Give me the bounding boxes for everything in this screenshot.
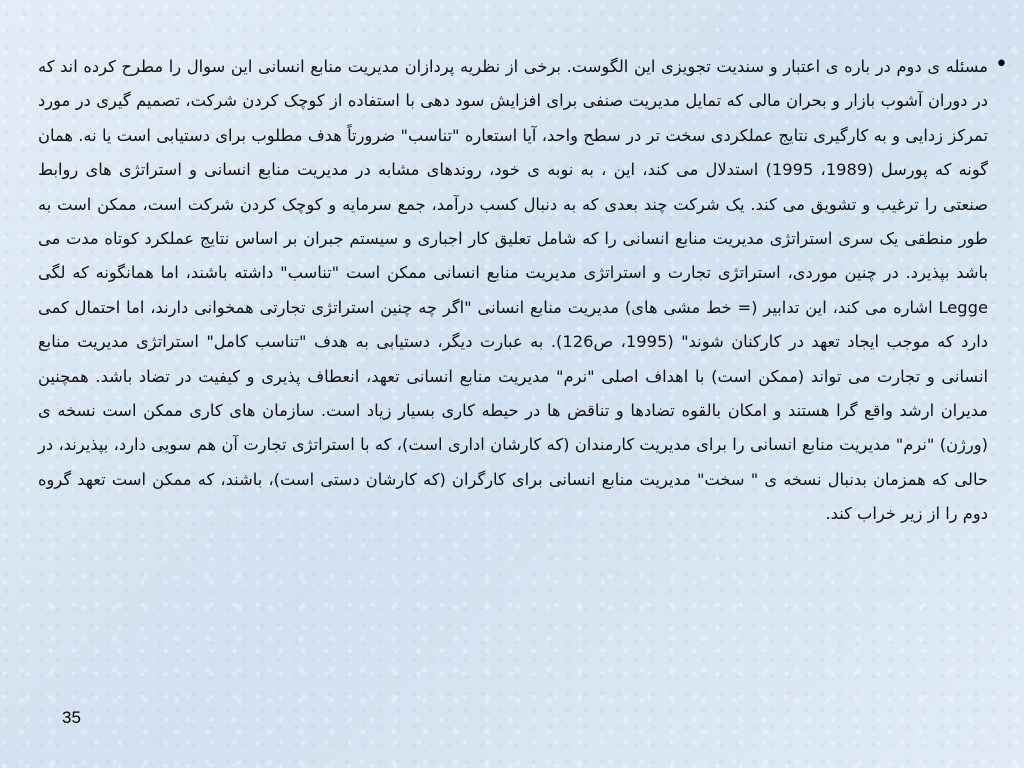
body-paragraph: مسئله ی دوم در باره ی اعتبار و سندیت تجویزی این الگوست. برخی از نظریه پردازان مدیریت منابع انسانی این سوال را مطرح کرده اند که در دوران آشوب بازار و بحران مالی که تمایل مدیریت صنفی برای افزایش سود دهی با استفاده از کوچک کردن شرکت، تصمیم گیری در مورد تمرکز زدایی و به کارگیری نتایج عملکردی سخت تر در سطح واحد، آیا استعاره "تناسب" ضرورتاً هدف مطلوب برای دستیابی است یا نه. همان گونه که پورسل (1989، 1995) استدلال می کند، این ، به نوبه ی خود، روندهای مشابه در مدیریت منابع انسانی و استراتژی های روابط صنعتی را ترغیب و تشویق می کند. یک شرکت چند بعدی که به دنبال کسب درآمد، جمع سرمایه و کوچک کردن شرکت است، ممکن است به طور منطقی یک سری استراتژی مدیریت منابع انسانی را که شامل تعلیق کار اجباری و سیستم جبران بر اساس نتایج عملکرد کوتاه مدت می باشد بپذیرد. در چنین موردی، استراتژی تجارت و استراتژی مدیریت منابع انسانی ممکن است "تناسب" داشته باشند، اما همانگونه که لگی Legge اشاره می کند، این تدابیر (= خط مشی های) مدیریت منابع انسانی "اگر چه چنین استراتژی تجارتی همخوانی دارند، اما احتمال کمی دارد که موجب ایجاد تعهد در کارکنان شوند" (1995، ص126). به عبارت دیگر، دستیابی به هدف "تناسب کامل" استراتژی مدیریت منابع انسانی و تجارت می تواند (ممکن است) با اهداف اصلی "نرم" مدیریت منابع انسانی تعهد، انعطاف پذیری و کیفیت در تضاد باشد. همچنین مدیران ارشد واقع گرا هستند و امکان بالقوه تضادها و تناقض ها در حیطه کاری بسیار زیاد است. سازمان های کاری ممکن است نسخه ی (ورژن) "نرم" مدیریت منابع انسانی را برای مدیریت کارمندان (که کارشان اداری است)، که با استراتژی تجارت آن هم سویی دارد، بپذیرند، در حالی که همزمان بدنبال نسخه ی " سخت" مدیریت منابع انسانی برای کارگران (که کارشان دستی است)، باشند، که ممکن است تعهد گروه دوم را از زیر خراب کند. xyxy=(38,57,989,524)
bullet-block xyxy=(38,50,1008,532)
page-number: 35 xyxy=(62,708,81,727)
bullet-icon: • xyxy=(995,52,1008,77)
